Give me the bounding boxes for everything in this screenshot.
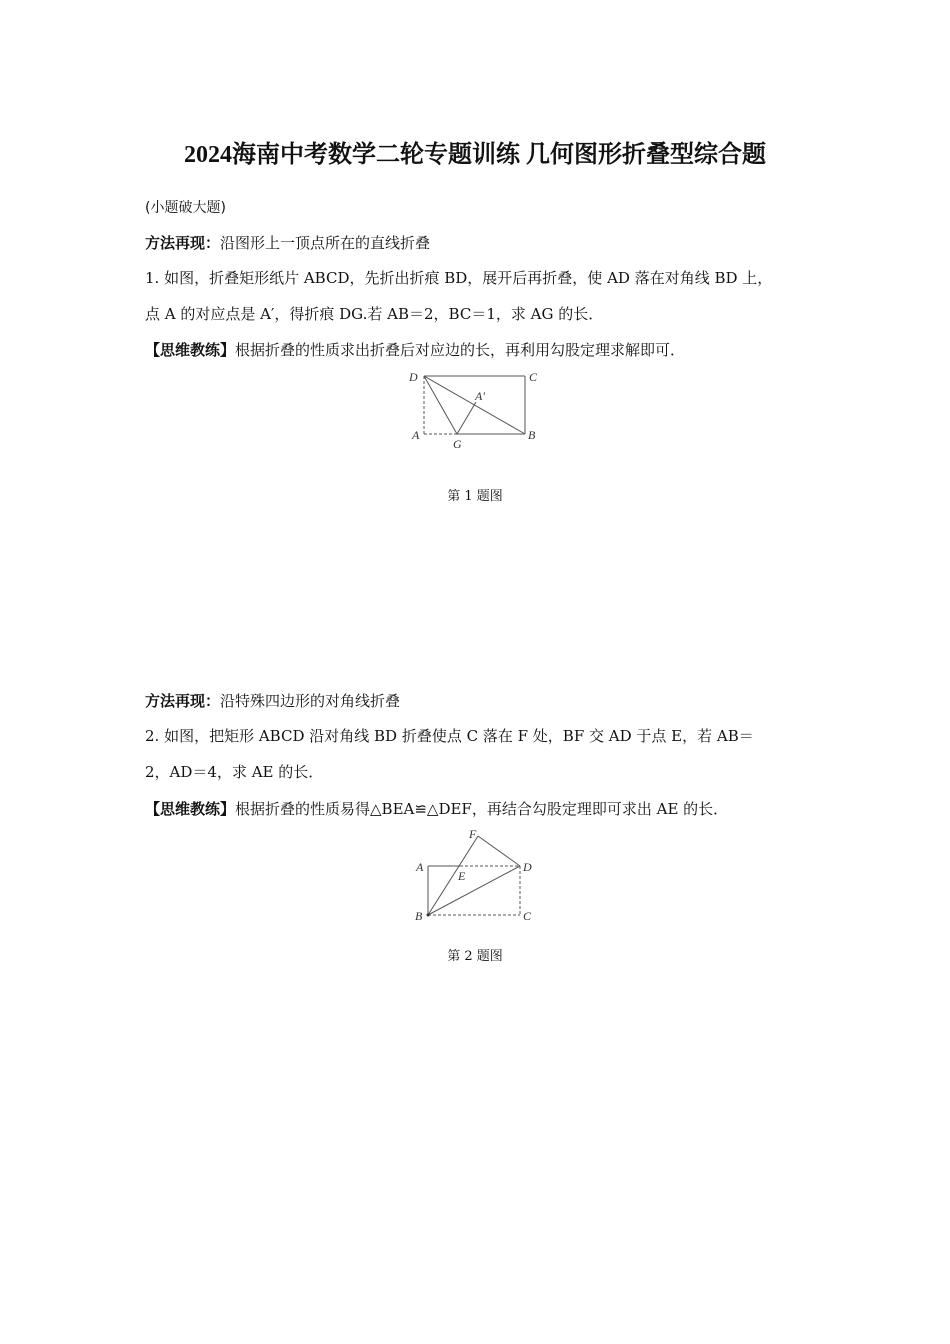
figure-2-caption: 第 2 题图 (447, 949, 503, 964)
figure-1-diagram (400, 362, 550, 452)
method-recap-2 (145, 691, 400, 711)
figure-1-caption: 第 1 题图 (447, 489, 503, 504)
label-C: C (523, 909, 532, 923)
method-recap-1 (145, 233, 430, 253)
hint-1 (145, 340, 685, 360)
hint-text: 根据折叠的性质易得△BEA≌△DEF，再结合勾股定理即可求出 AE 的长． (235, 800, 729, 818)
label-F: F (469, 827, 477, 841)
method-text: 沿图形上一顶点所在的直线折叠 (220, 234, 431, 252)
label-E: E (458, 869, 466, 883)
method-label: 方法再现： (145, 234, 221, 252)
hint-label: 【思维教练】 (145, 341, 236, 359)
problem-2-line-1: 2. 如图，把矩形 ABCD 沿对角线 BD 折叠使点 C 落在 F 处，BF 交 AD 于点 E，若 AB＝ (145, 727, 754, 745)
label-B: B (415, 909, 423, 923)
figure-2-diagram (400, 822, 550, 932)
hint-2 (145, 799, 728, 819)
method-label: 方法再现： (145, 692, 221, 710)
label-A-prime: A′ (475, 389, 485, 403)
label-C: C (529, 370, 538, 384)
page-title: 2024海南中考数学二轮专题训练 几何图形折叠型综合题 (184, 142, 766, 168)
problem-1-line-2: 点 A 的对应点是 A′，得折痕 DG.若 AB＝2，BC＝1，求 AG 的长． (145, 305, 604, 323)
label-A: A (412, 428, 420, 442)
method-text: 沿特殊四边形的对角线折叠 (220, 692, 401, 710)
label-D: D (409, 370, 418, 384)
problem-1-line-1: 1. 如图，折叠矩形纸片 ABCD，先折出折痕 BD，展开后再折叠，使 AD 落在对角线 BD 上， (145, 269, 773, 287)
subtitle: (小题破大题) (145, 200, 226, 216)
label-A: A (416, 860, 424, 874)
label-B: B (528, 428, 536, 442)
hint-text: 根据折叠的性质求出折叠后对应边的长，再利用勾股定理求解即可． (235, 341, 686, 359)
hint-label: 【思维教练】 (145, 800, 236, 818)
problem-2-line-2: 2，AD＝4，求 AE 的长． (145, 763, 324, 781)
label-D: D (523, 860, 532, 874)
label-G: G (453, 437, 462, 451)
